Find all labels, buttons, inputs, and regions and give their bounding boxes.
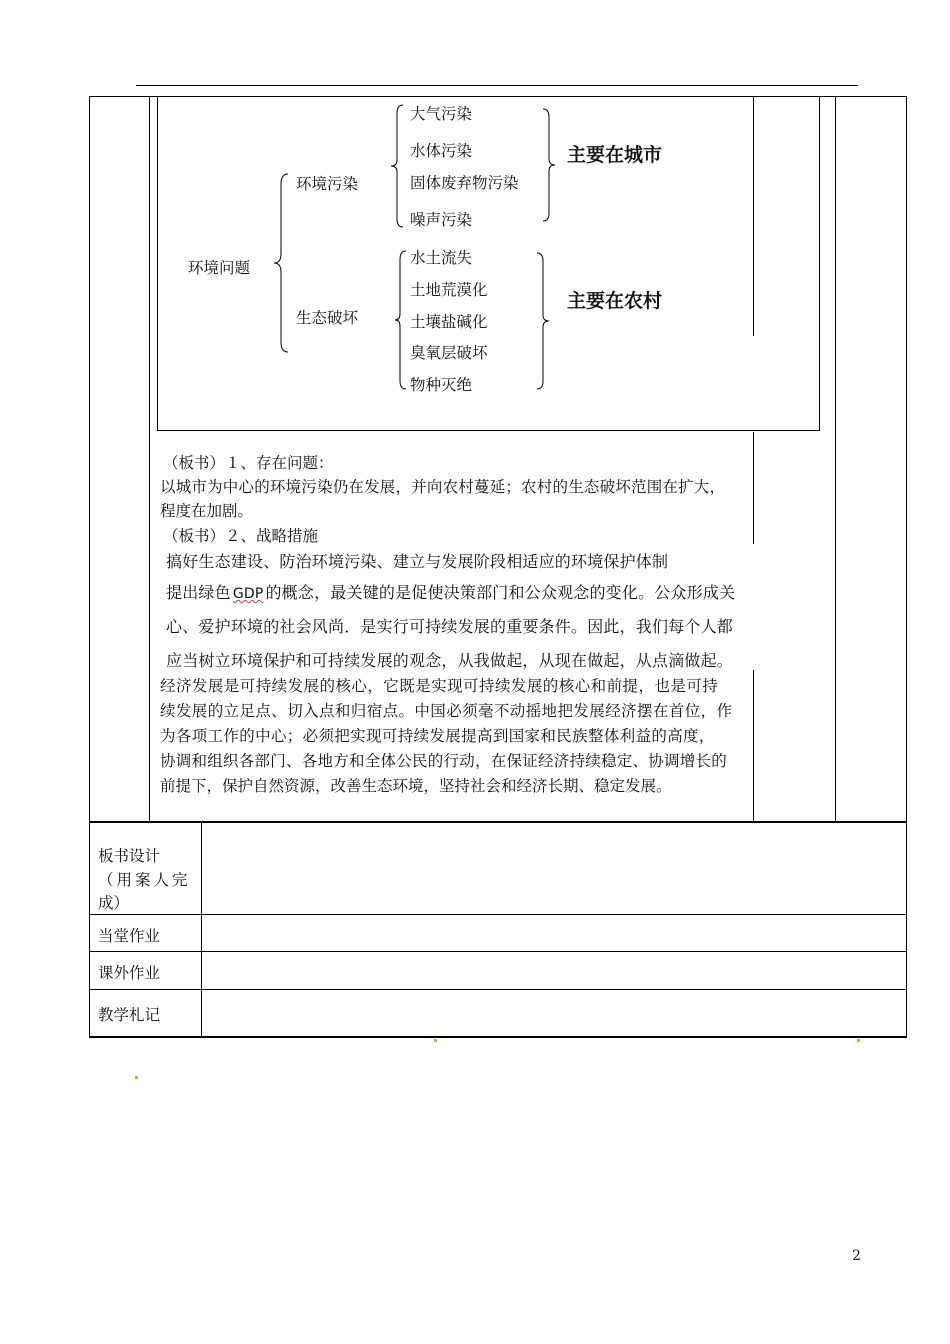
board-item-1-body: 程度在加剧。 (160, 502, 254, 520)
row-label-homework: 课外作业 (98, 964, 161, 982)
pollution-right-brace (540, 108, 556, 222)
row-label-board-design: （用案人完 (98, 871, 191, 889)
strategy-text: 应当树立环境保护和可持续发展的观念，从我做起，从现在做起，从点滴做起。 (166, 651, 734, 670)
label-column-line (201, 822, 202, 1036)
strategy-bullet: 搞好生态建设、防治环境污染、建立与发展阶段相适应的环境保护体制 (166, 552, 669, 571)
row-divider (89, 821, 907, 823)
ecology-left-brace (394, 250, 408, 390)
strategy-text: 心、爱护环境的社会风尚．是实行可持续发展的重要条件。因此，我们每个人都 (166, 617, 734, 636)
econ-paragraph-line: 为各项工作的中心；必须把实现可持续发展提高到国家和民族整体利益的高度， (160, 727, 715, 745)
pollution-note: 主要在城市 (567, 144, 663, 166)
strategy-bullet (166, 580, 735, 603)
row-divider (89, 951, 907, 952)
diagram-box (157, 96, 820, 431)
table-border-bottom (89, 1036, 907, 1038)
col-line-right-a2 (753, 432, 754, 544)
strategy-text: 提出绿色 (166, 583, 231, 602)
col-line-left (149, 96, 150, 822)
ecology-item: 土壤盐碱化 (410, 313, 488, 331)
econ-paragraph-line: 前提下，保护自然资源，改善生态环境，坚持社会和经济长期、稳定发展。 (160, 777, 672, 795)
diagram-root: 环境问题 (188, 259, 251, 277)
pollution-item: 噪声污染 (410, 211, 473, 229)
ecology-item: 水土流失 (410, 249, 473, 267)
stray-mark (857, 1039, 860, 1042)
econ-paragraph-line: 续发展的立足点、切入点和归宿点。中国必须毫不动摇地把发展经济摆在首位，作 (160, 702, 733, 720)
board-item-1-body: 以城市为中心的环境污染仍在发展，并向农村蔓延；农村的生态破坏范围在扩大， (160, 478, 726, 496)
table-border-right (906, 96, 907, 1037)
header-rule (136, 85, 858, 86)
pollution-item: 固体废弃物污染 (410, 174, 519, 192)
table-border-left (89, 96, 90, 1037)
ecology-item: 物种灭绝 (410, 376, 473, 394)
gdp-term: GDP (232, 586, 264, 602)
econ-paragraph-line: 经济发展是可持续发展的核心，它既是实现可持续发展的核心和前提，也是可持 (160, 677, 719, 695)
col-line-right-a3 (753, 670, 754, 822)
col-line-right-b (835, 96, 836, 822)
row-divider (89, 914, 907, 915)
row-label-board-design: 成） (98, 894, 130, 912)
row-divider (89, 989, 907, 990)
stray-mark (135, 1076, 138, 1079)
page-number: 2 (852, 1248, 861, 1264)
ecology-right-brace (534, 252, 550, 390)
board-item-2: （板书）２、战略措施 (163, 527, 319, 545)
branch-label-ecology: 生态破坏 (296, 309, 359, 327)
pollution-item: 水体污染 (410, 142, 473, 160)
pollution-item: 大气污染 (410, 105, 473, 123)
strategy-text: 的概念，最关键的是促使决策部门和公众观念的变化。公众形成关 (265, 583, 736, 602)
root-brace (272, 172, 292, 354)
row-label-notes: 教学札记 (98, 1006, 161, 1024)
board-item-1: （板书）１、存在问题： (163, 454, 334, 472)
branch-label-pollution: 环境污染 (296, 175, 359, 193)
row-label-board-design: 板书设计 (98, 847, 161, 865)
econ-paragraph-line: 协调和组织各部门、各地方和全体公民的行动，在保证经济持续稳定、协调增长的 (160, 752, 728, 770)
ecology-item: 臭氧层破坏 (410, 344, 488, 362)
stray-mark (434, 1039, 437, 1042)
ecology-item: 土地荒漠化 (410, 281, 488, 299)
pollution-left-brace (390, 104, 406, 228)
row-label-classwork: 当堂作业 (98, 927, 161, 945)
ecology-note: 主要在农村 (567, 290, 663, 312)
